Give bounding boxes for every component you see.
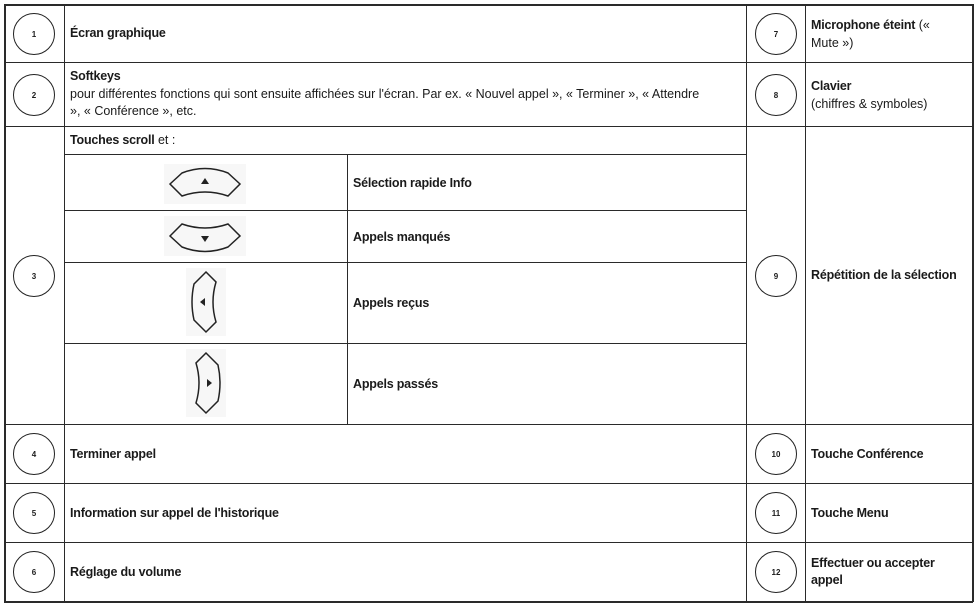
number-badge-1: 1 [13,13,55,55]
scroll-left-icon [186,268,226,336]
label-reglage-volume: Réglage du volume [70,565,182,579]
label-microphone-eteint: Microphone éteint (« [811,18,930,32]
label-touches-scroll: Touches scroll et : [70,133,176,147]
scroll-key-label-3: Appels reçus [353,296,430,310]
number-badge-12: 12 [755,551,797,593]
label-softkeys: Softkeys [70,69,121,83]
scroll-up-icon [164,164,246,204]
scroll-key-label-2: Appels manqués [353,230,451,244]
number-badge-8: 8 [755,74,797,116]
label-clavier: Clavier [811,79,852,93]
label-repetition-selection: Répétition de la sélection [811,268,957,282]
scroll-down-icon [164,216,246,256]
label-touche-conference: Touche Conférence [811,447,924,461]
number-badge-10: 10 [755,433,797,475]
label-touche-menu: Touche Menu [811,506,889,520]
softkeys-description-line1: pour différentes fonctions qui sont ensuite affichées sur l'écran. Par ex. « Nouvel appel », « Terminer », « Attendre [70,87,700,101]
number-badge-3: 3 [13,255,55,297]
number-badge-6: 6 [13,551,55,593]
label-terminer-appel: Terminer appel [70,447,156,461]
label-appel: appel [811,573,843,587]
number-badge-4: 4 [13,433,55,475]
scroll-right-icon [186,349,226,417]
label-ecran-graphique: Écran graphique [70,26,166,40]
label-effectuer-accepter: Effectuer ou accepter [811,556,935,570]
label-information-historique: Information sur appel de l'historique [70,506,279,520]
softkeys-description-line2: », « Conférence », etc. [70,104,197,118]
scroll-key-label-1: Sélection rapide Info [353,176,472,190]
label-mute: Mute ») [811,36,854,50]
number-badge-2: 2 [13,74,55,116]
number-badge-9: 9 [755,255,797,297]
number-badge-11: 11 [755,492,797,534]
label-chiffres-symboles: (chiffres & symboles) [811,97,928,111]
number-badge-7: 7 [755,13,797,55]
scroll-key-label-4: Appels passés [353,377,438,391]
number-badge-5: 5 [13,492,55,534]
